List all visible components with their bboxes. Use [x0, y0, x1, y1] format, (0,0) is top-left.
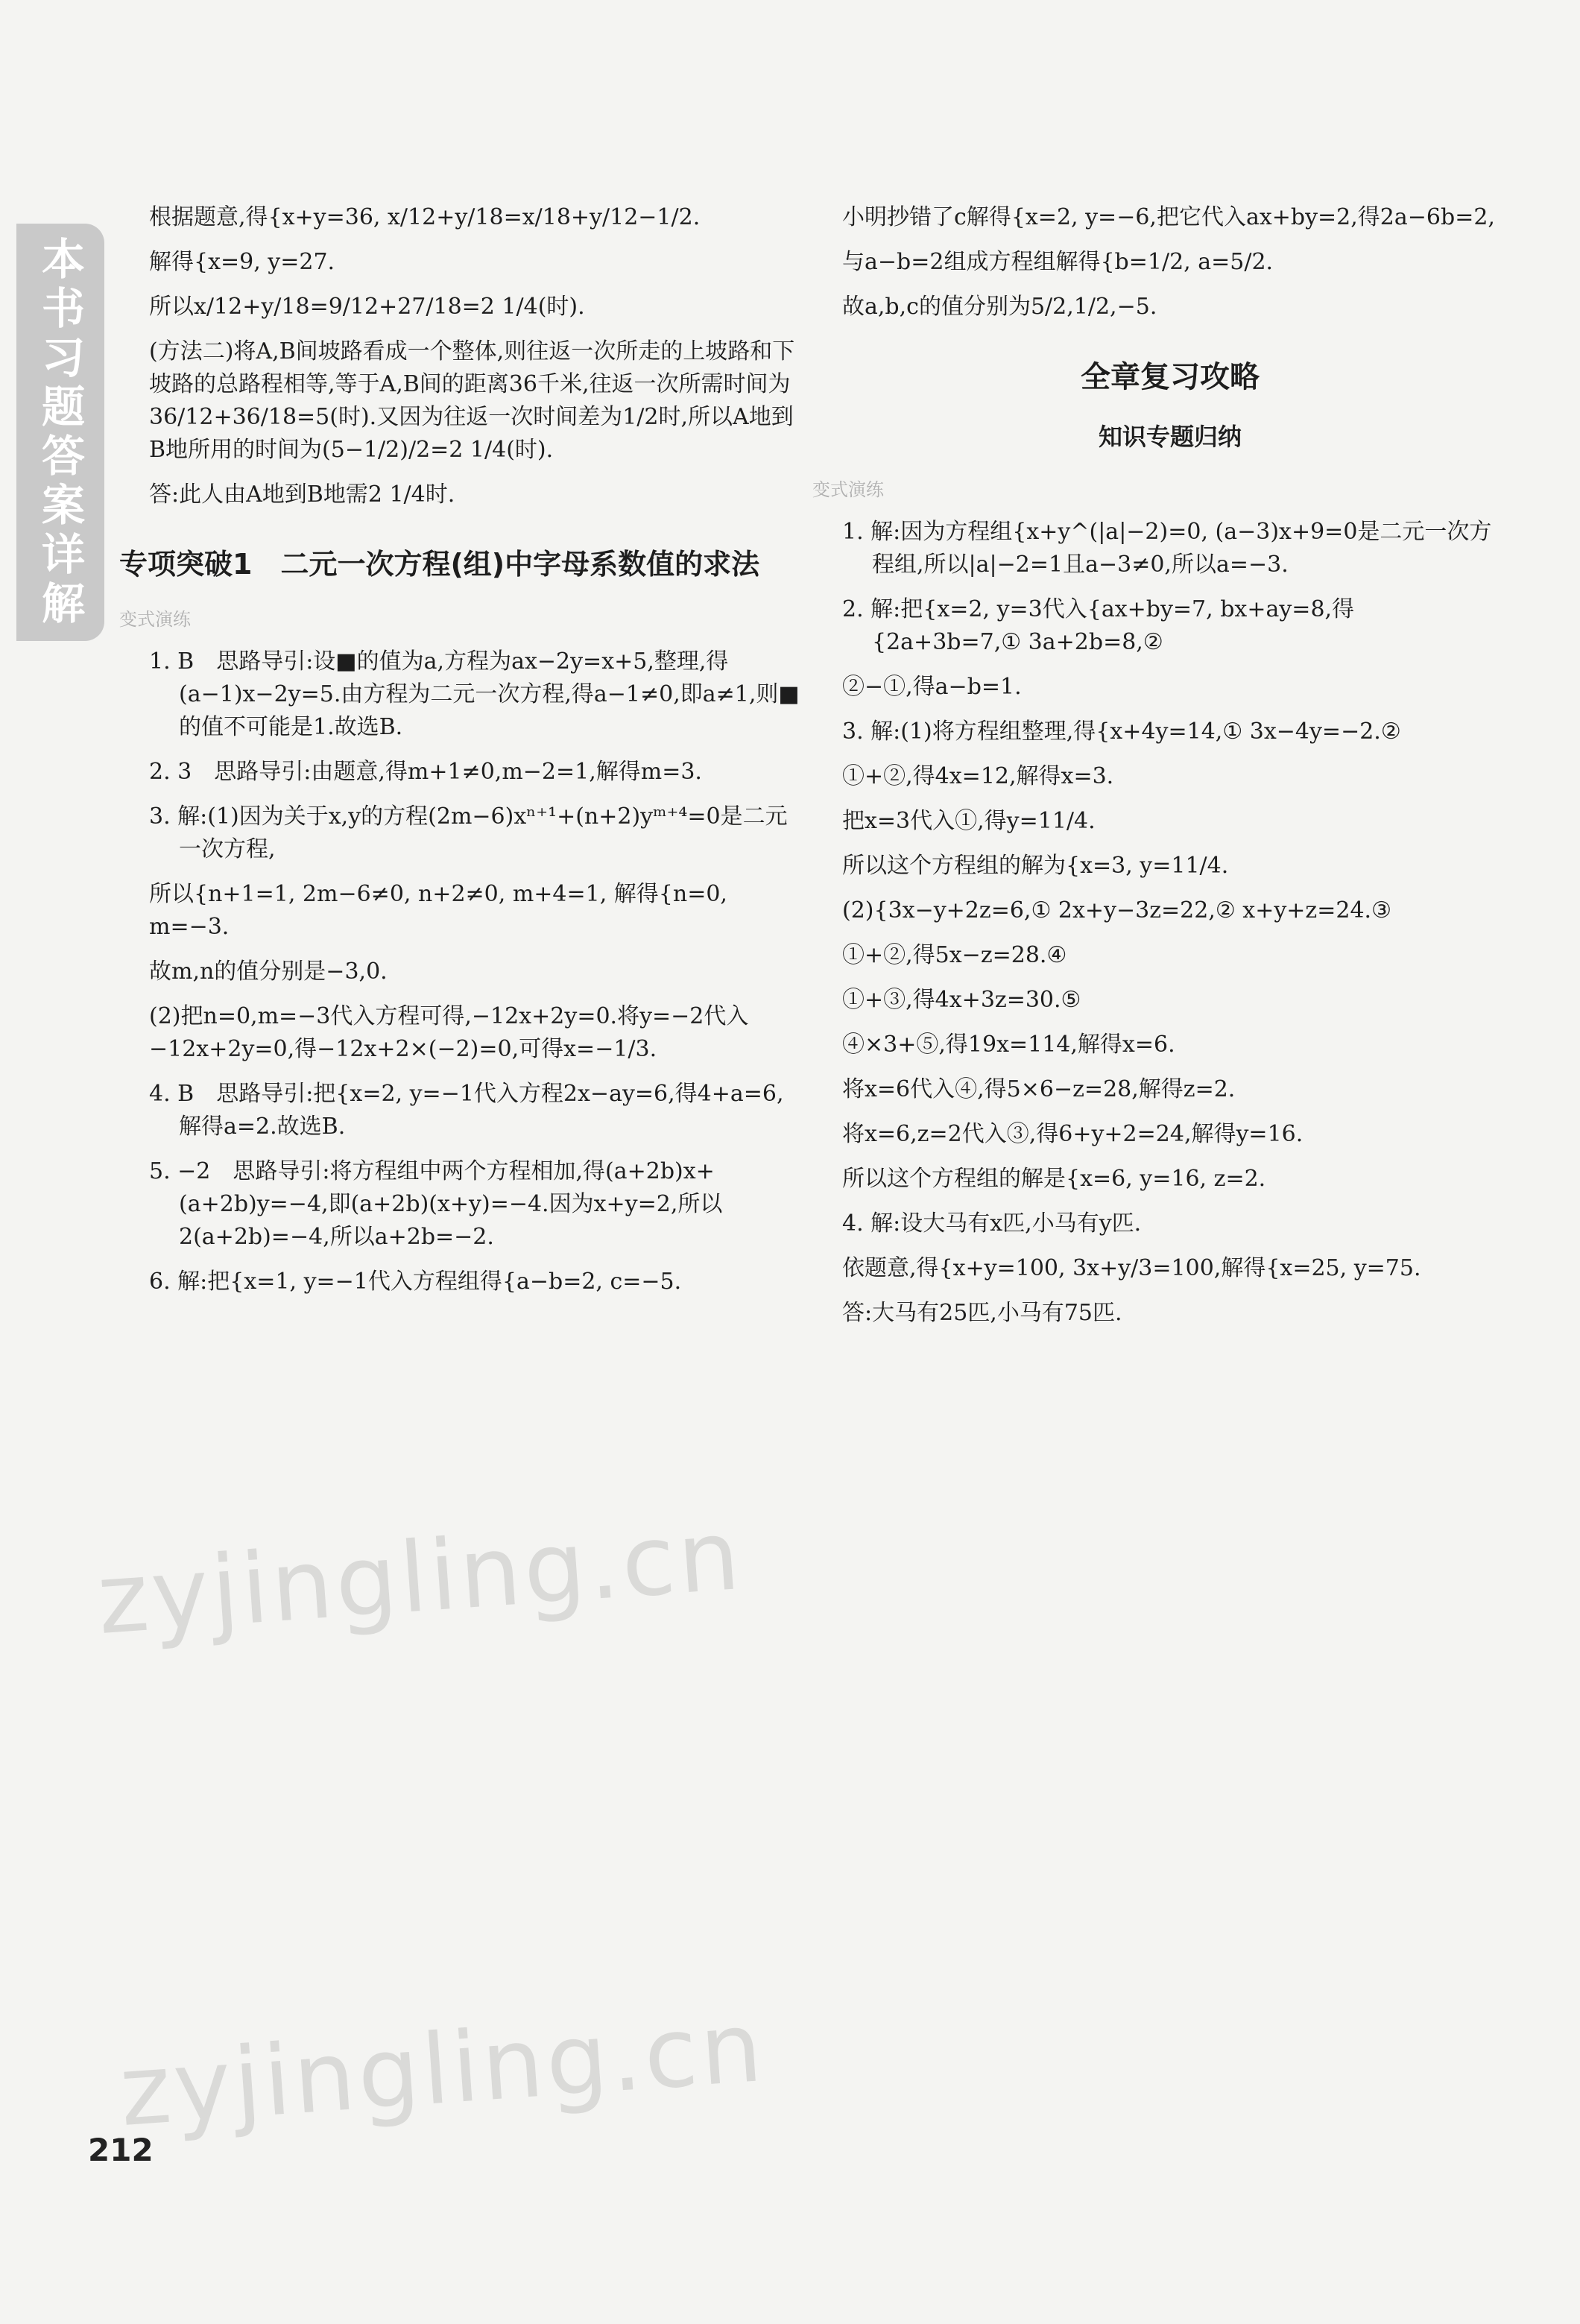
- watermark-1: zyjingling.cn: [93, 1497, 746, 1657]
- left-hang-8: 2. 3 思路导引:由题意,得m+1≠0,m−2=1,解得m=3.: [149, 759, 702, 785]
- left-p-2: 所以x/12+y/18=9/12+27/18=2 1/4(时).: [149, 294, 585, 320]
- left-p-11: 故m,n的值分别是−3,0.: [149, 959, 388, 985]
- right-sub-4: 知识专题归纳: [1098, 423, 1242, 451]
- right-p-0: 小明抄错了c解得{x=2, y=−6,把它代入ax+by=2,得2a−6b=2,: [842, 204, 1495, 230]
- right-hang-9: 3. 解:(1)将方程组整理,得{x+4y=14,① 3x−4y=−2.②: [842, 719, 1401, 745]
- left-p-1: 解得{x=9, y=27.: [149, 249, 335, 275]
- left-hang-14: 5. −2 思路导引:将方程组中两个方程相加,得(a+2b)x+(a+2b)y=−4,即(a+2b)(x+y)=−4.因为x+y=2,所以2(a+2b)=−4,所以a+2b=−2.: [149, 1158, 723, 1250]
- right-p-11: 把x=3代入①,得y=11/4.: [842, 808, 1096, 834]
- left-p-10: 所以{n+1=1, 2m−6≠0, n+2≠0, m+4=1, 解得{n=0, m=−3.: [149, 881, 727, 940]
- right-column: [812, 201, 1498, 1342]
- left-hang-13: 4. B 思路导引:把{x=2, y=−1代入方程2x−ay=6,得4+a=6,解得a=2.故选B.: [149, 1081, 784, 1140]
- watermark-2: zyjingling.cn: [116, 1989, 768, 2149]
- left-hang-9: 3. 解:(1)因为关于x,y的方程(2m−6)xⁿ⁺¹+(n+2)yᵐ⁺⁴=0是二元一次方程,: [149, 803, 788, 862]
- right-p-19: 所以这个方程组的解是{x=6, y=16, z=2.: [842, 1166, 1266, 1192]
- side-tab-label: 本书习题答案详解: [41, 234, 85, 629]
- left-column: [119, 201, 805, 1310]
- page-number: 212: [88, 2132, 154, 2168]
- left-p-0: 根据题意,得{x+y=36, x/12+y/18=x/18+y/12−1/2.: [149, 204, 701, 230]
- right-hang-20: 4. 解:设大马有x匹,小马有y匹.: [842, 1210, 1142, 1237]
- right-p-18: 将x=6,z=2代入③,得6+y+2=24,解得y=16.: [842, 1121, 1304, 1147]
- left-hang-15: 6. 解:把{x=1, y=−1代入方程组得{a−b=2, c=−5.: [149, 1269, 682, 1295]
- right-p-12: 所以这个方程组的解为{x=3, y=11/4.: [842, 853, 1229, 879]
- left-p-4: 答:此人由A地到B地需2 1/4时.: [149, 481, 455, 508]
- right-p-10: ①+②,得4x=12,解得x=3.: [842, 763, 1114, 789]
- right-p-14: ①+②,得5x−z=28.④: [842, 942, 1067, 968]
- right-p-8: ②−①,得a−b=1.: [842, 674, 1022, 700]
- right-p-17: 将x=6代入④,得5×6−z=28,解得z=2.: [842, 1076, 1236, 1102]
- right-hang-7: 2. 解:把{x=2, y=3代入{ax+by=7, bx+ay=8,得{2a+3b=7,① 3a+2b=8,②: [842, 596, 1355, 655]
- right-p-21: 依题意,得{x+y=100, 3x+y/3=100,解得{x=25, y=75.: [842, 1255, 1421, 1281]
- right-p-13: (2){3x−y+2z=6,① 2x+y−3z=22,② x+y+z=24.③: [842, 897, 1391, 923]
- right-label-5: 变式演练: [812, 479, 884, 500]
- left-p-3: (方法二)将A,B间坡路看成一个整体,则往返一次所走的上坡路和下坡路的总路程相等,等于A,B间的距离36千米,往返一次所需时间为36/12+36/18=5(时).又因为往返一次时间差为1/2时,所以A地到B地所用的时间为(5−1/2)/2=2 1/4(时).: [149, 338, 795, 463]
- left-label-6: 变式演练: [119, 609, 191, 630]
- right-ch-3: 全章复习攻略: [1081, 360, 1260, 394]
- left-p-12: (2)把n=0,m=−3代入方程可得,−12x+2y=0.将y=−2代入−12x+2y=0,得−12x+2×(−2)=0,可得x=−1/3.: [149, 1003, 749, 1062]
- right-p-2: 故a,b,c的值分别为5/2,1/2,−5.: [842, 294, 1157, 320]
- right-p-1: 与a−b=2组成方程组解得{b=1/2, a=5/2.: [842, 249, 1274, 275]
- right-p-15: ①+③,得4x+3z=30.⑤: [842, 987, 1081, 1013]
- left-hang-7: 1. B 思路导引:设■的值为a,方程为ax−2y=x+5,整理,得(a−1)x−2y=5.由方程为二元一次方程,得a−1≠0,即a≠1,则■的值不可能是1.故选B.: [149, 648, 800, 740]
- right-hang-6: 1. 解:因为方程组{x+y^(|a|−2)=0, (a−3)x+9=0是二元一次方程组,所以|a|−2=1且a−3≠0,所以a=−3.: [842, 519, 1492, 578]
- left-title-5: 专项突破1 二元一次方程(组)中字母系数值的求法: [119, 548, 760, 581]
- right-p-22: 答:大马有25匹,小马有75匹.: [842, 1300, 1122, 1326]
- right-p-16: ④×3+⑤,得19x=114,解得x=6.: [842, 1032, 1175, 1058]
